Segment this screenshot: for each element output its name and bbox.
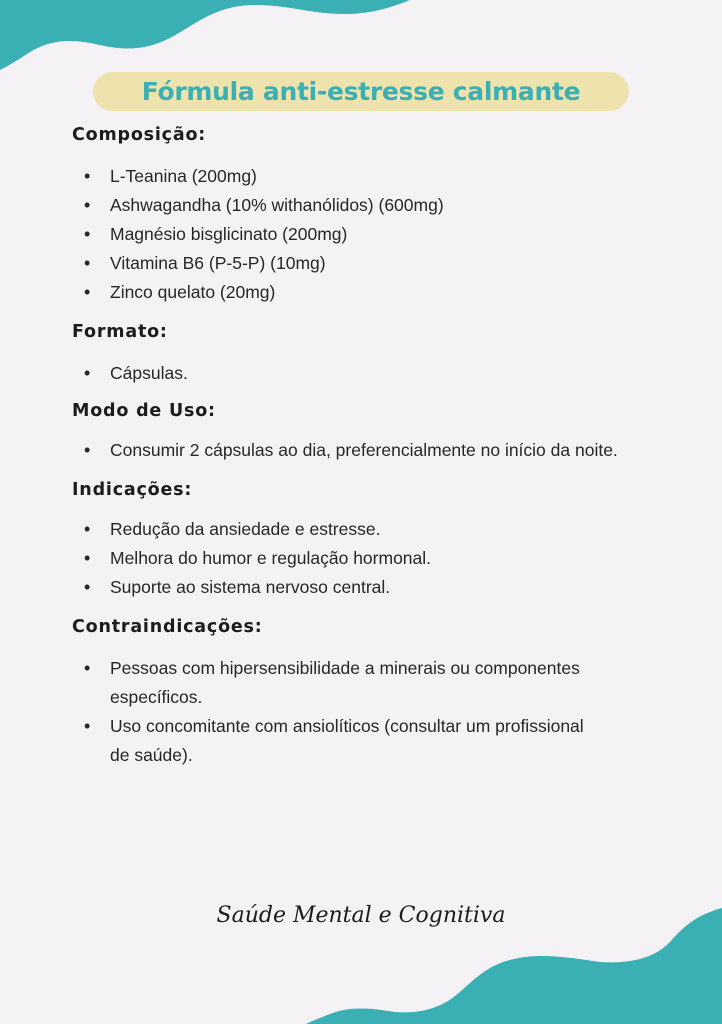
composition-list xyxy=(72,162,672,307)
section-format xyxy=(72,319,672,388)
list-item: • Suporte ao sistema nervoso central. xyxy=(72,573,672,602)
section-indications xyxy=(72,477,672,602)
list-item: • Zinco quelato (20mg) xyxy=(72,278,672,307)
section-heading: Composição: xyxy=(72,125,207,145)
section-heading: Formato: xyxy=(72,322,168,342)
format-list xyxy=(72,359,672,388)
section-heading: Modo de Uso: xyxy=(72,401,216,421)
list-item: • Consumir 2 cápsulas ao dia, preferencialmente no início da noite. xyxy=(72,436,642,465)
usage-list xyxy=(72,436,642,465)
section-composition xyxy=(72,122,672,307)
list-item: • Ashwagandha (10% withanólidos) (600mg) xyxy=(72,191,672,220)
section-contraindications xyxy=(72,614,672,770)
footer-tagline: Saúde Mental e Cognitiva xyxy=(216,903,506,928)
title-banner xyxy=(93,72,629,111)
document-content xyxy=(72,120,672,770)
contraindications-list xyxy=(72,654,592,770)
list-item: • Pessoas com hipersensibilidade a minerais ou componentes específicos. xyxy=(72,654,592,712)
page-title: Fórmula anti-estresse calmante xyxy=(141,77,581,106)
list-item: • Vitamina B6 (P-5-P) (10mg) xyxy=(72,249,672,278)
section-heading: Indicações: xyxy=(72,480,193,500)
section-heading: Contraindicações: xyxy=(72,617,263,637)
list-item: • Magnésio bisglicinato (200mg) xyxy=(72,220,672,249)
list-item: • Melhora do humor e regulação hormonal. xyxy=(72,544,672,573)
bottom-wave-decoration xyxy=(0,884,722,1024)
list-item: • Redução da ansiedade e estresse. xyxy=(72,515,672,544)
list-item: • Cápsulas. xyxy=(72,359,672,388)
list-item: • L-Teanina (200mg) xyxy=(72,162,672,191)
indications-list xyxy=(72,515,672,602)
section-usage xyxy=(72,398,672,465)
list-item: • Uso concomitante com ansiolíticos (consultar um profissional de saúde). xyxy=(72,712,592,770)
